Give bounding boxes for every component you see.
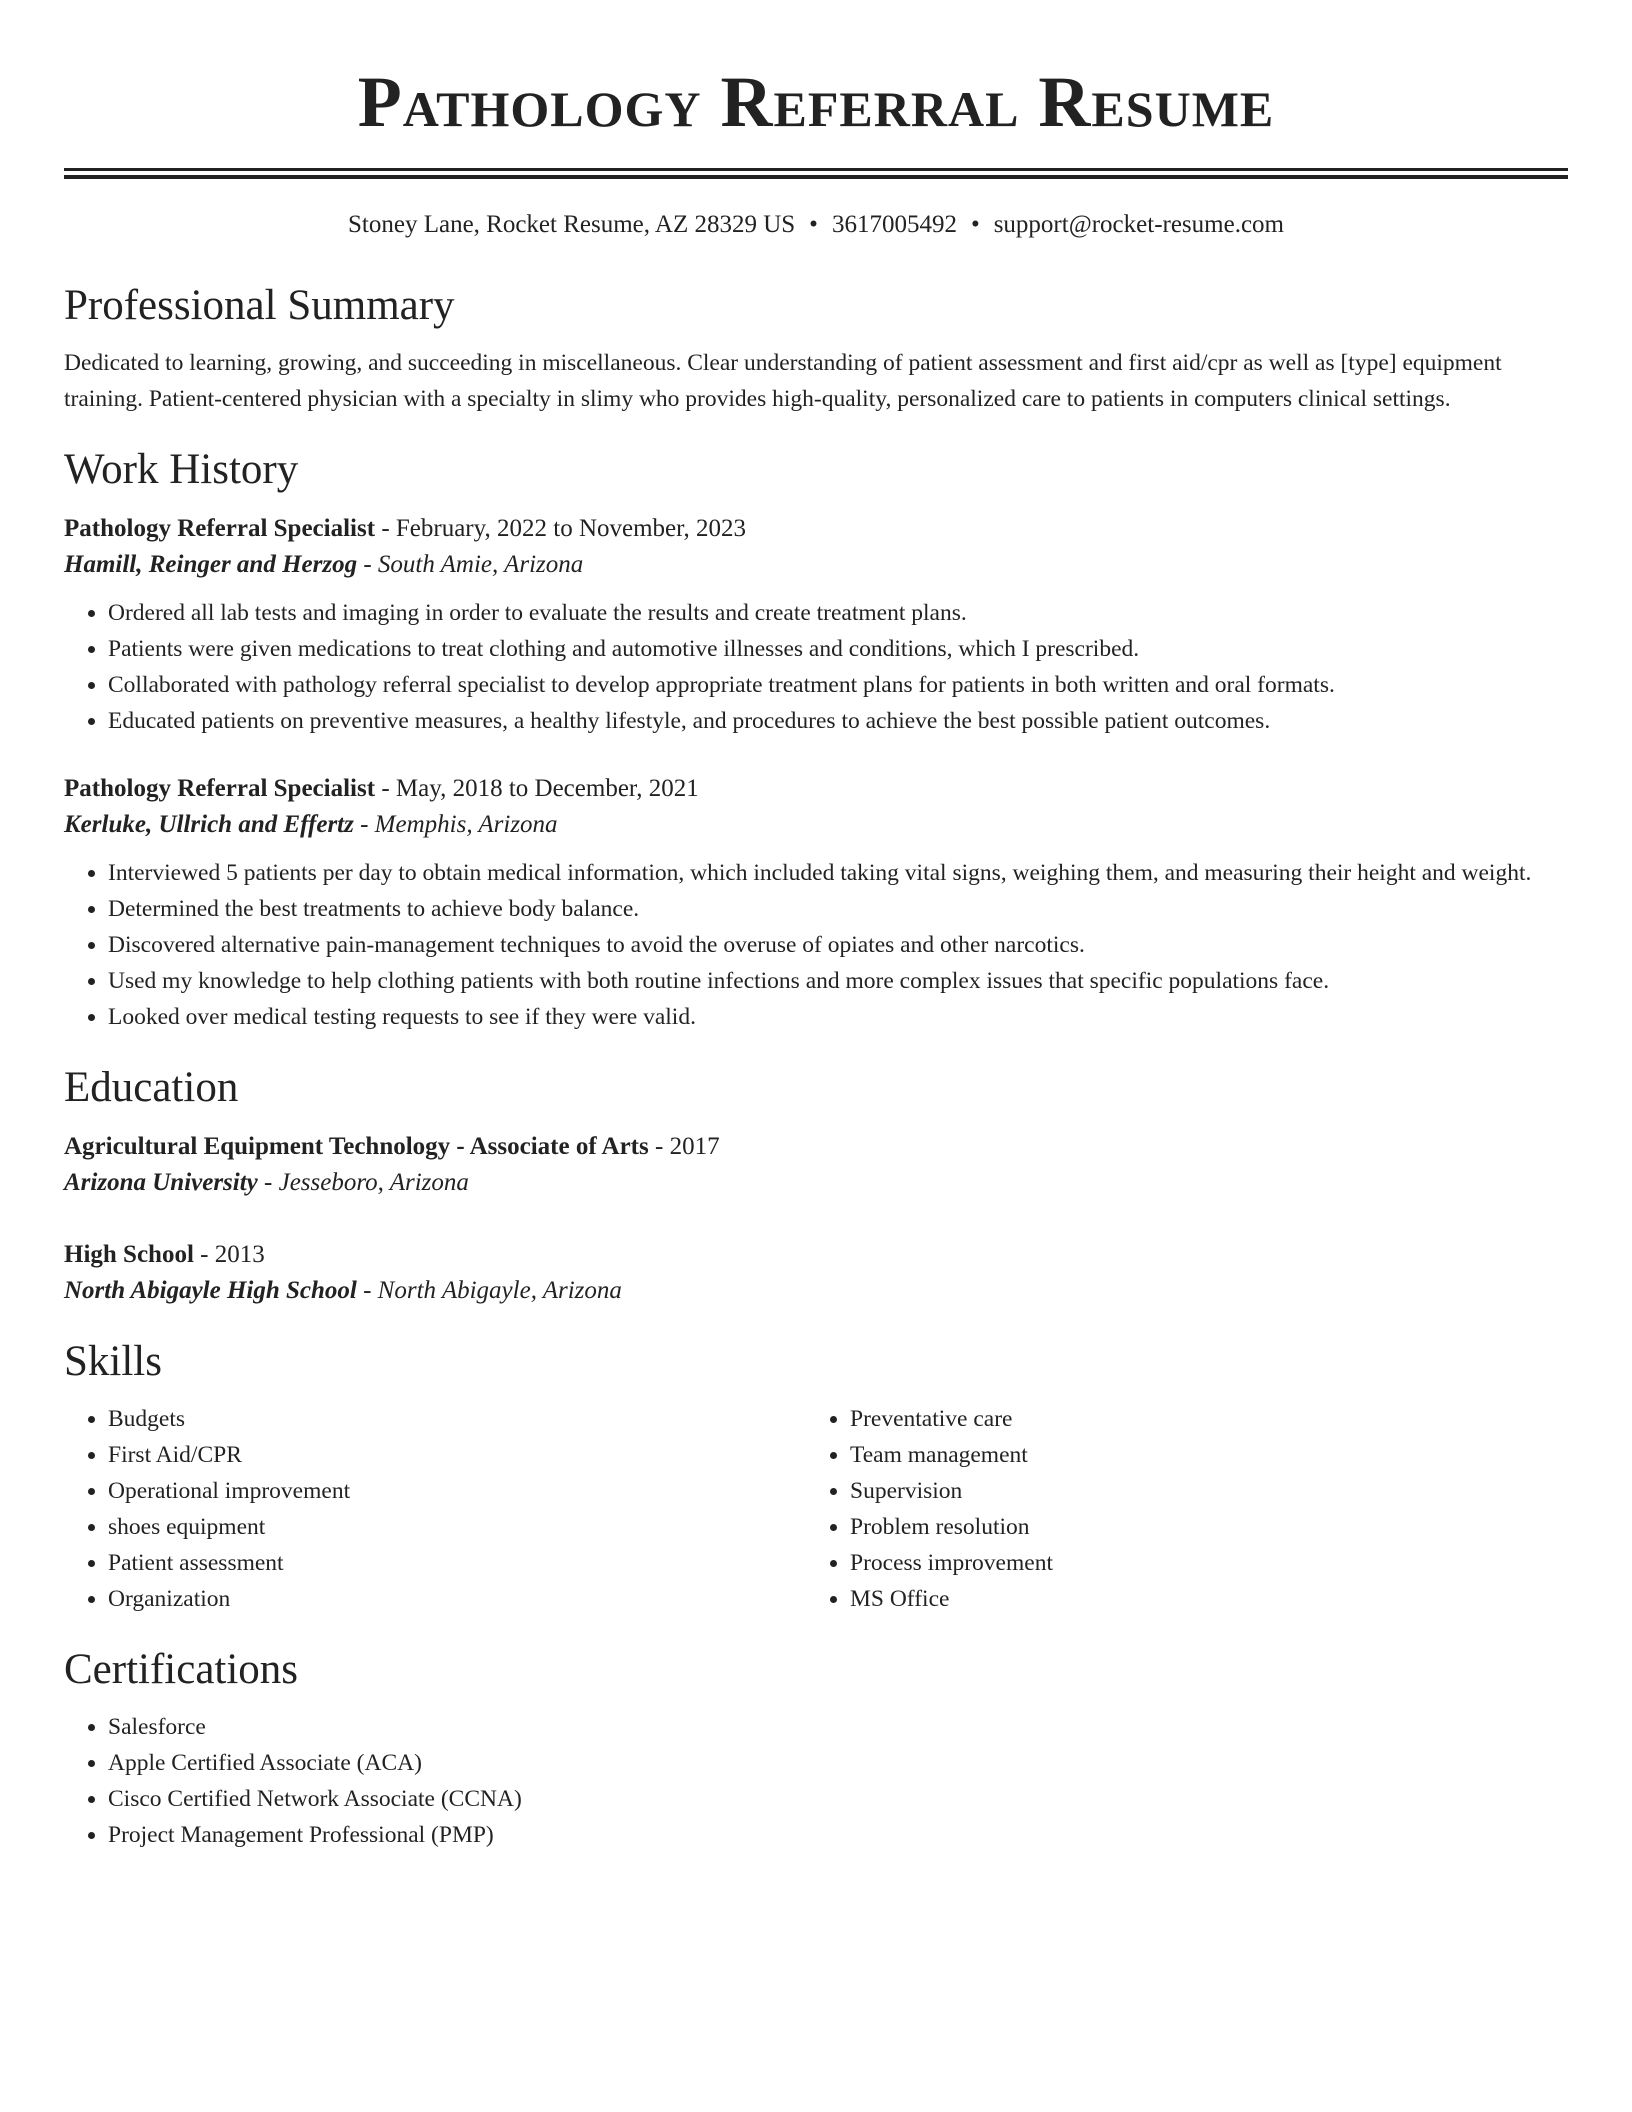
job-title-line bbox=[64, 511, 1568, 547]
education-location: - Jesseboro, Arizona bbox=[257, 1169, 469, 1196]
contact-email: support@rocket-resume.com bbox=[993, 211, 1284, 238]
job-location: - Memphis, Arizona bbox=[353, 811, 558, 838]
education-degree-line bbox=[64, 1237, 1568, 1273]
skill-item: • Patient assessment bbox=[108, 1545, 806, 1581]
job-title-line bbox=[64, 771, 1568, 807]
job-bullet: • Used my knowledge to help clothing patients with both routine infections and more complex issues that specific populations face. bbox=[108, 963, 1568, 999]
education-year: - 2017 bbox=[648, 1133, 720, 1160]
skill-item: • First Aid/CPR bbox=[108, 1437, 806, 1473]
skills-column-right bbox=[806, 1401, 1566, 1617]
skill-item: • Organization bbox=[108, 1581, 806, 1617]
education-school: North Abigayle High School bbox=[64, 1277, 357, 1304]
skill-item: • Team management bbox=[850, 1437, 1566, 1473]
job-bullet: • Collaborated with pathology referral specialist to develop appropriate treatment plans for patients in both written and oral formats. bbox=[108, 667, 1568, 703]
skill-item: • Operational improvement bbox=[108, 1473, 806, 1509]
job-bullet: • Patients were given medications to treat clothing and automotive illnesses and conditions, which I prescribed. bbox=[108, 631, 1568, 667]
certifications-heading: Certifications bbox=[64, 1646, 299, 1693]
summary-text: Dedicated to learning, growing, and succeeding in miscellaneous. Clear understanding of patient assessment and first aid/cpr as well as [type] equipment training. Patient-centered physician with a specialty in slimy who provides high-quality, personalized care to patients in computers clinical settings. bbox=[64, 350, 1502, 412]
job-entry bbox=[64, 771, 1568, 1035]
skill-item: • MS Office bbox=[850, 1581, 1566, 1617]
job-bullet: • Discovered alternative pain-management techniques to avoid the overuse of opiates and other narcotics. bbox=[108, 927, 1568, 963]
certification-item: • Apple Certified Associate (ACA) bbox=[108, 1745, 1568, 1781]
contact-line bbox=[64, 209, 1568, 241]
education-location: - North Abigayle, Arizona bbox=[356, 1277, 622, 1304]
skill-item: • shoes equipment bbox=[108, 1509, 806, 1545]
job-bullet: • Looked over medical testing requests to see if they were valid. bbox=[108, 999, 1568, 1035]
job-title: Pathology Referral Specialist bbox=[64, 775, 376, 802]
skills-grid bbox=[64, 1401, 1568, 1617]
certification-item: • Salesforce bbox=[108, 1709, 1568, 1745]
contact-address: Stoney Lane, Rocket Resume, AZ 28329 US bbox=[348, 211, 796, 238]
skill-item: • Budgets bbox=[108, 1401, 806, 1437]
title-divider bbox=[64, 168, 1568, 179]
education-entry bbox=[64, 1129, 1568, 1201]
skill-item: • Preventative care bbox=[850, 1401, 1566, 1437]
certifications-list bbox=[64, 1709, 1568, 1853]
summary-heading: Professional Summary bbox=[64, 282, 455, 329]
job-company: Hamill, Reinger and Herzog bbox=[64, 551, 358, 578]
job-company: Kerluke, Ullrich and Effertz bbox=[64, 811, 354, 838]
education-degree-line bbox=[64, 1129, 1568, 1165]
education-school: Arizona University bbox=[64, 1169, 258, 1196]
education-school-line bbox=[64, 1273, 1568, 1309]
skill-item: • Problem resolution bbox=[850, 1509, 1566, 1545]
job-bullet: • Educated patients on preventive measures, a healthy lifestyle, and procedures to achieve the best possible patient outcomes. bbox=[108, 703, 1568, 739]
skill-item: • Supervision bbox=[850, 1473, 1566, 1509]
education-degree: High School bbox=[64, 1241, 194, 1268]
education-year: - 2013 bbox=[193, 1241, 265, 1268]
page-title: Pathology Referral Resume bbox=[357, 62, 1275, 142]
skill-item: • Process improvement bbox=[850, 1545, 1566, 1581]
contact-phone: 3617005492 bbox=[831, 211, 957, 238]
certification-item: • Cisco Certified Network Associate (CCNA) bbox=[108, 1781, 1568, 1817]
job-dates: - May, 2018 to December, 2021 bbox=[375, 775, 699, 802]
skills-heading: Skills bbox=[64, 1338, 162, 1385]
job-company-line bbox=[64, 547, 1568, 583]
education-degree: Agricultural Equipment Technology - Associate of Arts bbox=[64, 1133, 649, 1160]
job-bullet: • Interviewed 5 patients per day to obtain medical information, which included taking vital signs, weighing them, and measuring their height and weight. bbox=[108, 855, 1568, 891]
job-company-line bbox=[64, 807, 1568, 843]
work-history-heading: Work History bbox=[64, 446, 299, 493]
contact-separator: • bbox=[809, 211, 818, 238]
education-school-line bbox=[64, 1165, 1568, 1201]
job-bullets bbox=[64, 595, 1568, 739]
skills-column-left bbox=[64, 1401, 806, 1617]
job-dates: - February, 2022 to November, 2023 bbox=[375, 515, 746, 542]
job-bullet: • Ordered all lab tests and imaging in order to evaluate the results and create treatment plans. bbox=[108, 595, 1568, 631]
job-title: Pathology Referral Specialist bbox=[64, 515, 376, 542]
job-location: - South Amie, Arizona bbox=[357, 551, 584, 578]
education-entry bbox=[64, 1237, 1568, 1309]
certification-item: • Project Management Professional (PMP) bbox=[108, 1817, 1568, 1853]
education-heading: Education bbox=[64, 1064, 239, 1111]
job-bullet: • Determined the best treatments to achieve body balance. bbox=[108, 891, 1568, 927]
job-entry bbox=[64, 511, 1568, 739]
contact-separator: • bbox=[970, 211, 980, 238]
job-bullets bbox=[64, 855, 1568, 1035]
